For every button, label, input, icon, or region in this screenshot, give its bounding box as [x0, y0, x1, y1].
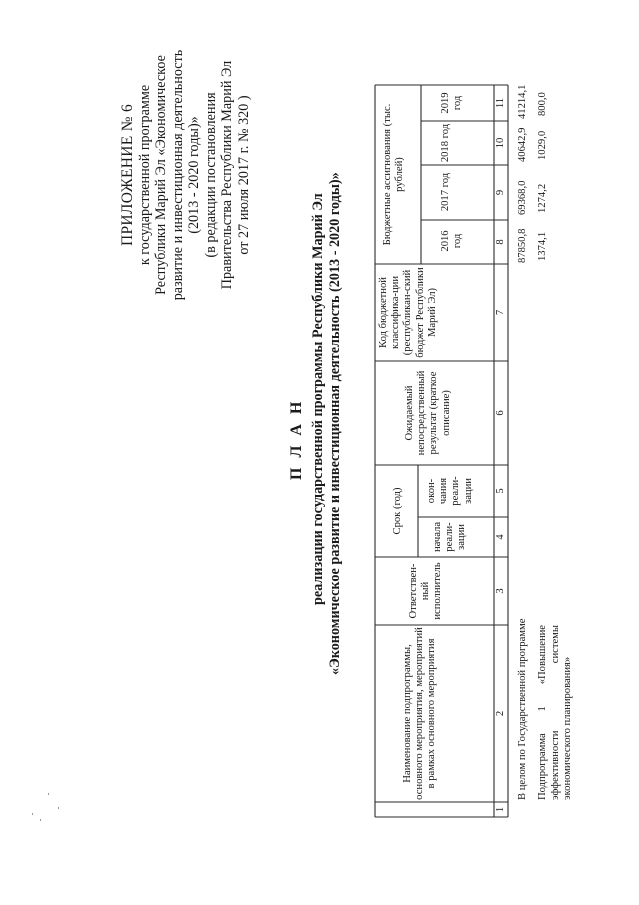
table-cell-value: 41214,1	[517, 84, 528, 119]
appendix-line: (в редакции постановления	[202, 92, 219, 258]
table-row-label: В целом по Государственной программе	[517, 618, 528, 800]
appendix-line: ПРИЛОЖЕНИЕ № 6	[119, 103, 136, 247]
column-number: 9	[495, 189, 506, 196]
scan-speck	[40, 819, 41, 821]
header-year: 2017 год	[440, 172, 451, 212]
appendix-line: к государственной программе	[136, 84, 153, 266]
appendix-line: от 27 июля 2017 г. № 320 )	[235, 95, 252, 255]
table-row-label: Подпрограмма 1 «Повышение эффективности системы экономического планирования»	[537, 625, 573, 800]
appendix-line: развитие и инвестиционная деятельность	[169, 49, 186, 301]
scan-speck	[32, 813, 33, 815]
plan-subtitle: реализации государственной программы Республики Марий Эл	[310, 193, 326, 605]
table-cell-value: 40642,9	[517, 127, 528, 162]
column-number: 11	[495, 97, 506, 109]
header-year: 2018 год	[440, 123, 451, 163]
scan-speck	[48, 793, 49, 795]
header-year: 2019 год	[440, 92, 464, 114]
header-term-start: начала реали-зации	[432, 521, 468, 553]
column-number: 2	[495, 710, 506, 717]
header-result: Ожидаемый непосредственный результат (краткое описание)	[404, 370, 452, 456]
header-executor: Ответствен-ный исполнитель	[408, 562, 444, 620]
column-number: 8	[495, 239, 506, 245]
column-number: 3	[495, 588, 506, 594]
plan-title: П Л А Н	[288, 398, 305, 480]
column-number: 6	[495, 410, 506, 416]
column-number: 7	[495, 309, 506, 316]
table-cell-value: 1374,1	[537, 231, 548, 261]
table-cell-value: 87850,8	[517, 228, 528, 263]
table-cell-value: 800,0	[537, 92, 548, 116]
appendix-line: (2013 - 2020 годы)»	[186, 116, 202, 234]
table-cell-value: 69368,0	[517, 180, 528, 215]
header-year: 2016 год	[440, 230, 464, 252]
header-term: Срок (год)	[392, 487, 403, 535]
table-cell-value: 1274,2	[537, 183, 548, 213]
plan-subtitle-program: «Экономическое развитие и инвестиционная деятельность (2013 - 2020 годы)»	[327, 172, 343, 675]
header-name: Наименование подпрограммы, основного мероприятия, мероприятий в рамках основного мероприятия	[402, 627, 438, 800]
header-budget: Бюджетные ассигнования (тыс. рублей)	[382, 103, 406, 246]
column-number: 5	[495, 488, 506, 494]
header-term-end: окон-чания реали-зации	[426, 476, 474, 506]
scan-speck	[58, 807, 59, 809]
appendix-line: Республики Марий Эл «Экономическое	[153, 55, 169, 295]
header-code: Код бюджетной классифика-ции (республикан-ский бюджет Республики Марий Эл)	[378, 267, 438, 358]
column-number: 10	[495, 137, 506, 149]
table-cell-value: 1029,0	[537, 130, 548, 160]
column-number: 4	[495, 534, 506, 540]
appendix-line: Правительства Республики Марий Эл	[219, 60, 235, 290]
column-number: 1	[495, 806, 506, 813]
